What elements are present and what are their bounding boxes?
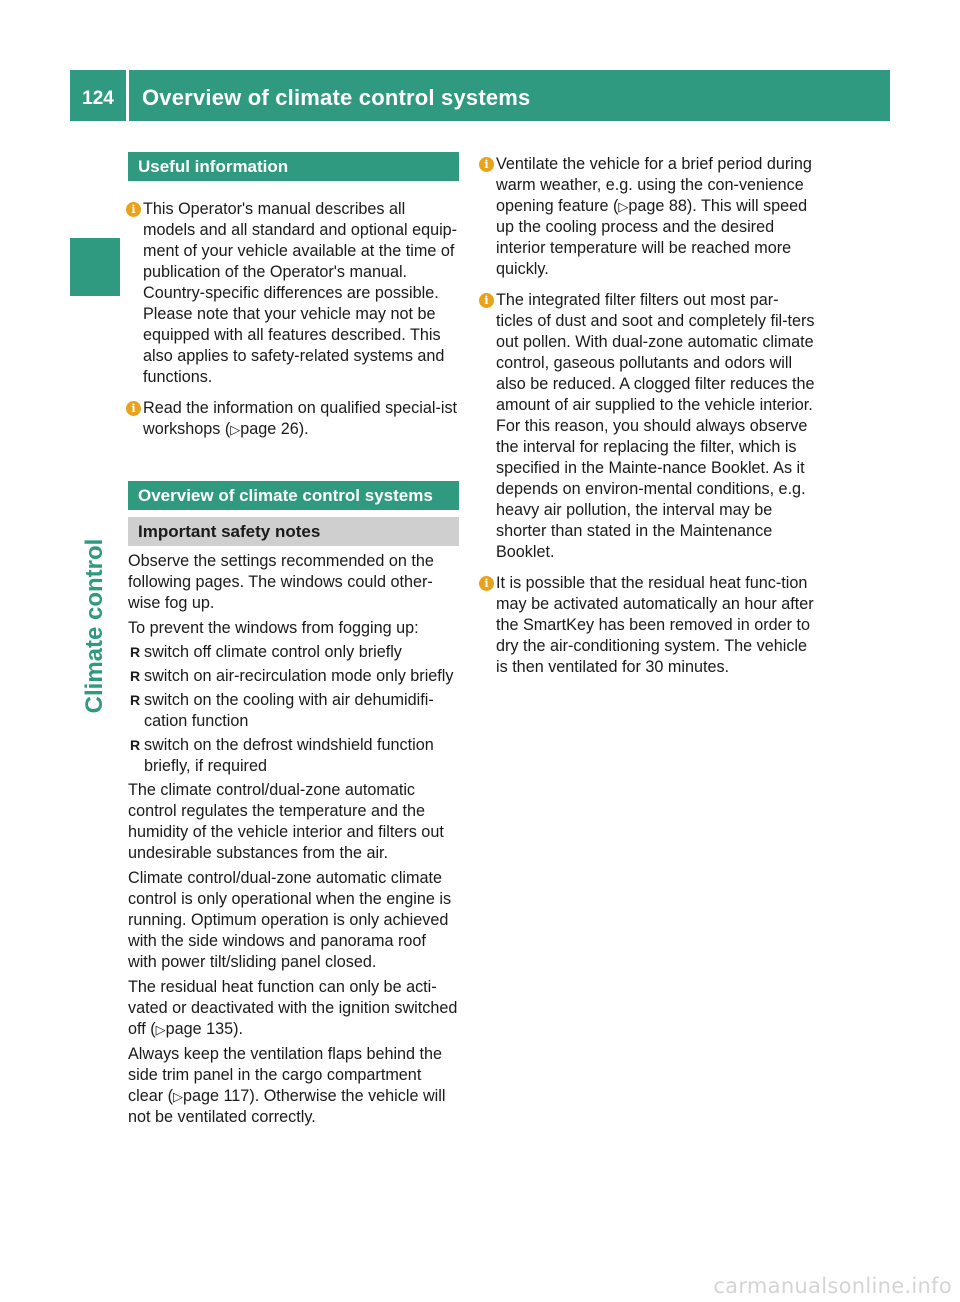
page-reference[interactable]: page 88	[628, 197, 687, 215]
watermark: carmanualsonline.info	[713, 1274, 952, 1298]
page-reference-arrow-icon: ▷	[172, 1089, 183, 1104]
paragraph: The climate control/dual-zone automatic control regulates the temperature and the humidity of the vehicle interior and filters out undesirable substances from the air.	[128, 781, 444, 862]
bullet-icon: R	[130, 668, 141, 684]
paragraph: To prevent the windows from fogging up:	[128, 619, 419, 637]
page-reference-arrow-icon: ▷	[230, 422, 241, 437]
list-item-text: switch on the cooling with air dehumidifi-cation function	[144, 691, 434, 730]
paragraph: Climate control/dual-zone automatic climate control is only operational when the engine is running. Optimum operation is only achieved with the side windows and panorama roof with power tilt/sliding panel closed.	[128, 869, 452, 971]
page-reference-arrow-icon: ▷	[618, 199, 629, 214]
list-item	[128, 690, 459, 732]
page-number: 124	[82, 88, 114, 109]
info-note	[481, 290, 815, 563]
info-icon: i	[126, 202, 141, 217]
paragraph: Observe the settings recommended on the following pages. The windows could other-wise fog up.	[128, 552, 434, 612]
page-reference[interactable]: page 117	[182, 1087, 250, 1105]
page-reference[interactable]: page 26	[240, 420, 299, 438]
paragraph	[128, 1044, 459, 1128]
paragraph-text: Always keep the ventilation flaps behind the side trim panel in the cargo compartment clear (	[128, 1045, 443, 1105]
note-text: This Operator's manual describes all models and all standard and optional equip-ment of your vehicle available at the time of publication of the Operator's manual. Country-specific differences are possible. Please note that your vehicle may not be equipped with all features described. This also applies to safety-related systems and functions.	[143, 200, 458, 386]
info-note	[481, 154, 815, 280]
side-tab-block	[70, 238, 120, 296]
bullet-icon: R	[130, 644, 141, 660]
overview-heading: Overview of climate control systems	[128, 481, 459, 510]
list-item	[128, 642, 459, 663]
info-note	[481, 573, 815, 678]
list-item-text: switch on the defrost windshield function briefly, if required	[144, 736, 434, 775]
info-icon: i	[126, 401, 141, 416]
useful-information-heading: Useful information	[128, 152, 459, 181]
note-text: Read the information on qualified special-ist workshops (	[143, 399, 458, 438]
side-tab	[70, 296, 120, 714]
note-text: It is possible that the residual heat func-tion may be activated automatically an hour after the SmartKey has been removed in order to dry the air-conditioning system. The vehicle is then ventilated for 30 minutes.	[496, 574, 814, 676]
list-item	[128, 666, 459, 687]
page-reference[interactable]: page 135	[165, 1020, 234, 1038]
safety-notes-heading: Important safety notes	[128, 517, 459, 546]
note-text: Ventilate the vehicle for a brief period during warm weather, e.g. using the con-venience opening feature (	[496, 155, 812, 215]
info-icon: i	[479, 157, 494, 172]
list-item-text: switch on air-recirculation mode only briefly	[144, 667, 454, 685]
page-reference-arrow-icon: ▷	[155, 1022, 166, 1037]
info-icon: i	[479, 576, 494, 591]
note-text: The integrated filter filters out most par-ticles of dust and soot and completely fil-ters out pollen. With dual-zone automatic climate control, gaseous pollutants and odors will also be reduced. A clogged filter reduces the amount of air supplied to the vehicle interior. For this reason, you should always observe the interval for replacing the filter, which is specified in the Mainte-nance Booklet. As it depends on environ-mental conditions, e.g. heavy air pollution, the interval may be shorter than stated in the Maintenance Booklet.	[496, 291, 815, 561]
info-note	[128, 199, 459, 388]
bullet-icon: R	[130, 737, 141, 753]
side-tab-label: Climate control	[81, 538, 108, 714]
left-column	[128, 152, 459, 1128]
bullet-icon: R	[130, 692, 141, 708]
paragraph-text-end: ).	[233, 1020, 244, 1038]
page-title: Overview of climate control systems	[142, 85, 531, 110]
right-column	[481, 154, 815, 678]
paragraph-text: The residual heat function can only be acti-vated or deactivated with the ignition switched off (	[128, 978, 458, 1038]
info-note	[128, 398, 459, 440]
list-item	[128, 735, 459, 777]
note-text-end: ). This will speed up the cooling process and the desired interior temperature will be reached more quickly.	[496, 197, 808, 278]
info-icon: i	[479, 293, 494, 308]
paragraph-text-end: ). Otherwise the vehicle will not be ventilated correctly.	[128, 1087, 446, 1126]
header-separator	[126, 70, 129, 121]
note-text-end: ).	[298, 420, 309, 438]
paragraph	[128, 977, 459, 1040]
list-item-text: switch off climate control only briefly	[144, 643, 402, 661]
bullet-list	[128, 642, 459, 777]
